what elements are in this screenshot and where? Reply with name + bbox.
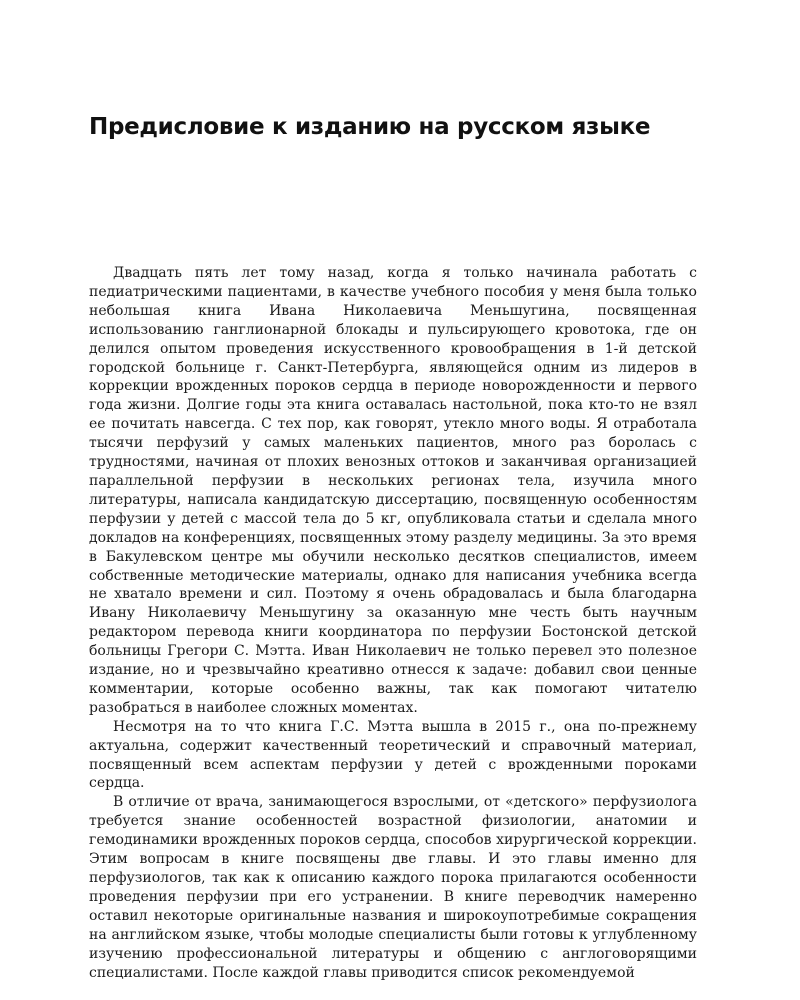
- page-title: Предисловие к изданию на русском языке: [89, 114, 651, 140]
- paragraph: Двадцать пять лет тому назад, когда я только начинала работать с педиатрическими пациентами, в качестве учебного пособия у меня была только небольшая книга Ивана Николаевича Меньшугина, посвященная использованию ганглионарной блокады и пульсирующего кровотока, где он делился опытом проведения искусственного кровообращения в 1-й детской городской больнице г. Санкт-Петербурга, являющейся одним из лидеров в коррекции врожденных пороков сердца в периоде новорожденности и первого года жизни. Долгие годы эта книга оставалась настольной, пока кто-то не взял ее почитать навсегда. С тех пор, как говорят, утекло много воды. Я отработала тысячи перфузий у самых маленьких пациентов, много раз боролась с трудностями, начиная от плохих венозных оттоков и заканчивая организацией параллельной перфузии в нескольких регионах тела, изучила много литературы, написала кандидатскую диссертацию, посвященную особенностям перфузии у детей с массой тела до 5 кг, опубликовала статьи и сделала много докладов на конференциях, посвященных этому разделу медицины. За это время в Бакулевском центре мы обучили несколько десятков специалистов, имеем собственные методические материалы, однако для написания учебника всегда не хватало времени и сил. Поэтому я очень обрадовалась и была благодарна Ивану Николаевичу Меньшугину за оказанную мне честь быть научным редактором перевода книги координатора по перфузии Бостонской детской больницы Грегори С. Мэтта. Иван Николаевич не только перевел это полезное издание, но и чрезвычайно креативно отнесся к задаче: добавил свои ценные комментарии, которые особенно важны, так как помогают читателю разобраться в наиболее сложных моментах.: [89, 265, 697, 716]
- body-text: [89, 264, 697, 982]
- paragraph: Несмотря на то что книга Г.С. Мэтта вышла в 2015 г., она по-прежнему актуальна, содержит качественный теоретический и справочный материал, посвященный всем аспектам перфузии у детей с врожденными пороками сердца.: [89, 718, 697, 792]
- paragraph: В отличие от врача, занимающегося взрослыми, от «детского» перфузиолога требуется знание особенностей возрастной физиологии, анатомии и гемодинамики врожденных пороков сердца, способов хирургической коррекции. Этим вопросам в книге посвящены две главы. И это главы именно для перфузиологов, так как к описанию каждого порока прилагаются особенности проведения перфузии при его устранении. В книге переводчик намеренно оставил некоторые оригинальные названия и широкоупотребимые сокращения на английском языке, чтобы молодые специалисты были готовы к углубленному изучению профессиональной литературы и общению с англоговорящими специалистами. После каждой главы приводится список рекомендуемой: [89, 794, 697, 981]
